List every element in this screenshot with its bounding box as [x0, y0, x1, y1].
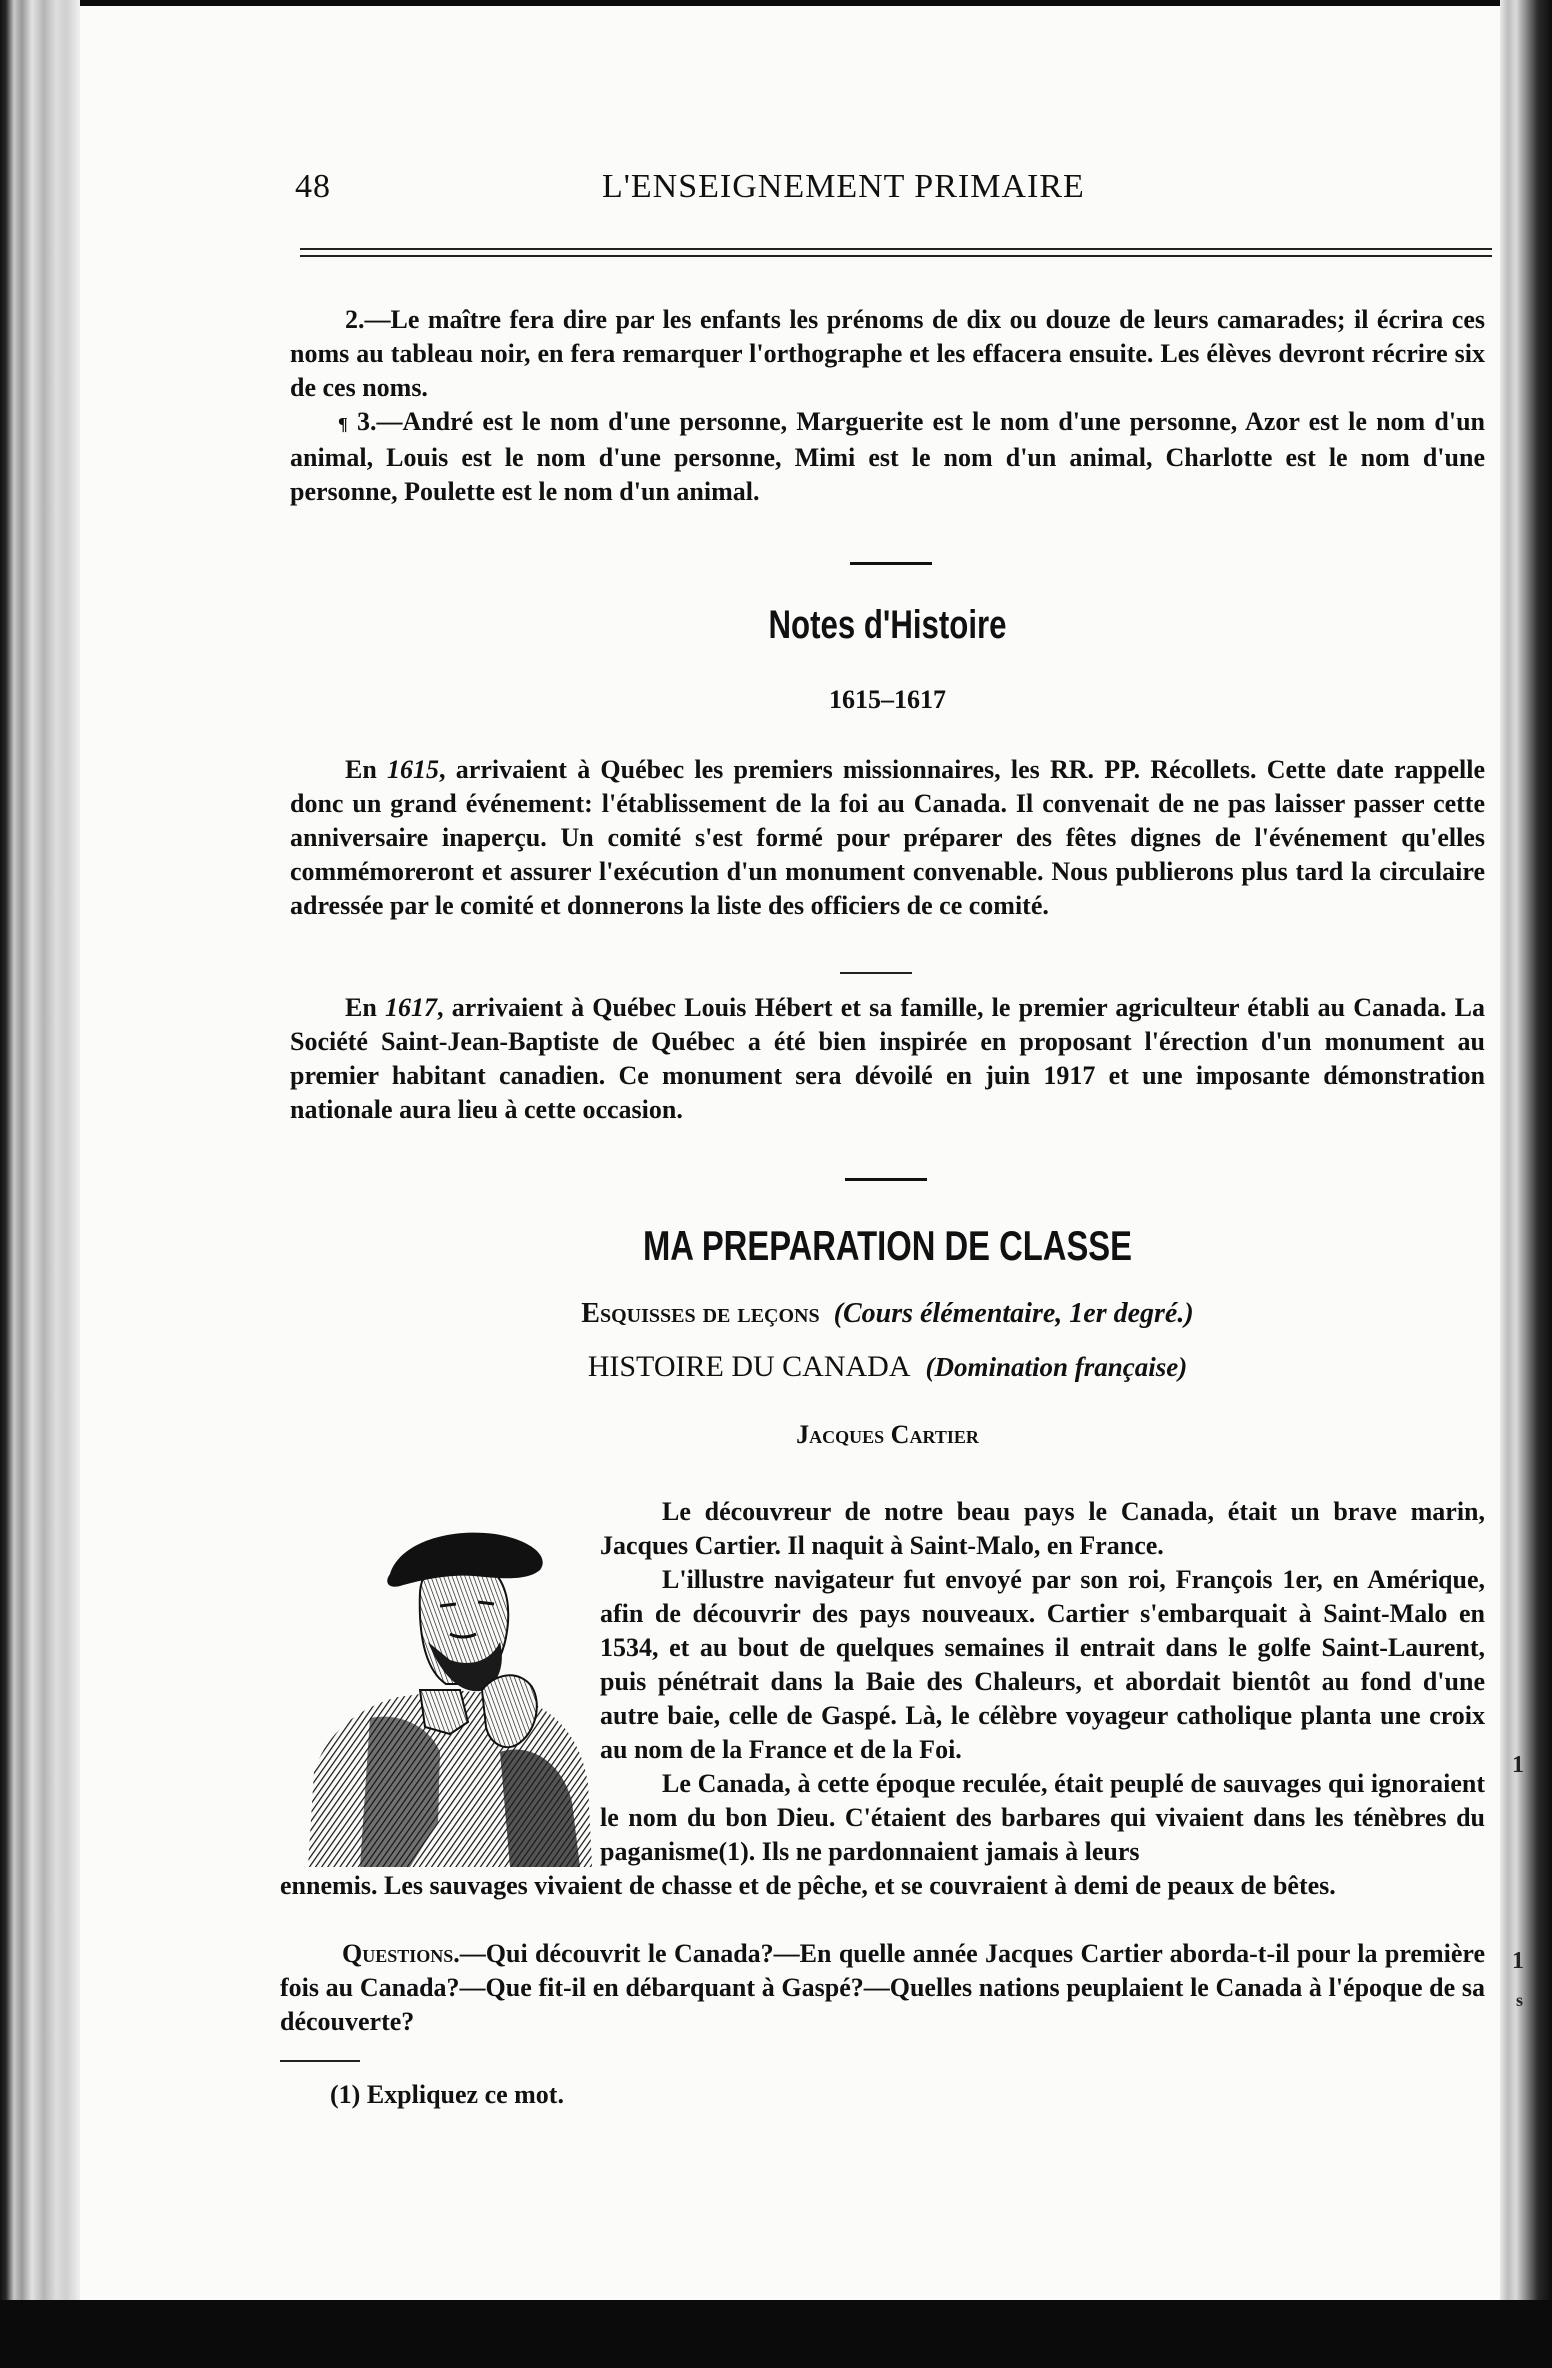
margin-mark: 1	[1512, 1752, 1524, 1778]
jacques-cartier-portrait	[300, 1522, 592, 1867]
exercise-item-2-text: 2.—Le maître fera dire par les enfants les prénoms de dix ou douze de leurs camarades; il écrira ces noms au tableau noir, en fera remarquer l'orthographe et les effacera ensuite. Les élèves devront récrire six de ces noms.	[290, 305, 1485, 402]
footnote-rule	[280, 2060, 360, 2062]
notes-paragraph-1617	[290, 991, 1485, 1127]
cartier-p2-text: L'illustre navigateur fut envoyé par son roi, François 1er, en Amérique, afin de découvrir des pays nouveaux. Cartier s'embarquait à Saint-Malo en 1534, et au bout de quelques semaines il entrait dans le golfe Saint-Laurent, puis pénétrait dans la Baie des Chaleurs, et abordait bientôt au fond d'une autre baie, celle de Gaspé. Là, le célèbre voyageur catholique planta une croix au nom de la France et de la Foi.	[600, 1565, 1485, 1764]
cartier-p3-wrap-text: Le Canada, à cette époque reculée, était peuplé de sauvages qui ignoraient le nom du bon Dieu. C'étaient des barbares qui vivaient dans les ténèbres du paganisme(1). Ils ne pardonnaient jamais à leurs	[600, 1769, 1485, 1866]
running-title: L'ENSEIGNEMENT PRIMAIRE	[602, 168, 1085, 205]
exercise-item-2	[290, 303, 1485, 405]
lesson-title: Jacques Cartier	[796, 1420, 979, 1449]
notes-histoire-title: Notes d'Histoire	[768, 603, 1007, 647]
cartier-paragraph-3	[600, 1767, 1485, 1869]
cartier-paragraph-3-continued	[280, 1869, 1485, 1903]
lesson-subject	[290, 1350, 1485, 1384]
subtitle-smallcaps: Esquisses de leçons	[581, 1298, 820, 1329]
scan-bottom-border	[0, 2300, 1552, 2368]
exercise-item-3	[290, 405, 1485, 509]
cartier-paragraph-2	[600, 1563, 1485, 1767]
subject-italic: (Domination française)	[925, 1352, 1188, 1382]
notes-paragraph-1615	[290, 753, 1485, 923]
notes-histoire-dates: 1615–1617	[829, 685, 946, 714]
header-double-rule	[300, 248, 1492, 257]
cartier-p3-full-text: ennemis. Les sauvages vivaient de chasse et de pêche, et se couvraient à demi de peaux de bêtes.	[280, 1871, 1336, 1900]
p2-lead: En	[345, 993, 385, 1022]
cartier-paragraph-1	[600, 1495, 1485, 1563]
footnote: (1) Expliquez ce mot.	[330, 2080, 564, 2109]
paragraph-divider	[840, 972, 912, 974]
margin-mark: 1	[1512, 1948, 1524, 1974]
exercise-item-3-text: 3.—André est le nom d'une personne, Marguerite est le nom d'une personne, Azor est le nom d'un animal, Louis est le nom d'une personne, Mimi est le nom d'un animal, Charlotte est le nom d'une personne, Poulette est le nom d'un animal.	[290, 407, 1486, 506]
year-1615: 1615	[387, 755, 440, 784]
page-right-edge	[1500, 0, 1552, 2368]
p2-text: , arrivaient à Québec Louis Hébert et sa famille, le premier agriculteur établi au Canada. La Société Saint-Jean-Baptiste de Québec a été bien inspirée en proposant l'érection d'un monument au premier habitant canadien. Ce monument sera dévoilé en juin 1917 et une imposante démonstration nationale aura lieu à cette occasion.	[290, 993, 1485, 1124]
p1-text: , arrivaient à Québec les premiers missionnaires, les RR. PP. Récollets. Cette date rappelle donc un grand événement: l'établissement de la foi au Canada. Il convenait de ne pas laisser passer cette anniversaire inaperçu. Un comité s'est formé pour préparer des fêtes dignes de l'événement qu'elles commémoreront et assurer l'exécution d'un monument convenable. Nous publierons plus tard la circulaire adressée par le comité et donnerons la liste des officiers de ce comité.	[290, 755, 1485, 920]
section-divider	[845, 1178, 927, 1181]
questions-label: Questions.	[342, 1939, 460, 1968]
book-binding-edge	[0, 0, 80, 2368]
questions-paragraph	[280, 1937, 1485, 2039]
questions-text: —Qui découvrit le Canada?—En quelle année Jacques Cartier aborda-t-il pour la première fois au Canada?—Que fit-il en débarquant à Gaspé?—Quelles nations peuplaient le Canada à l'époque de sa découverte?	[280, 1939, 1485, 2036]
preparation-title: MA PREPARATION DE CLASSE	[642, 1222, 1133, 1269]
pilcrow-mark: ¶	[338, 414, 348, 434]
margin-mark: s	[1516, 1990, 1524, 2010]
page-header	[295, 168, 1495, 208]
page-number: 48	[295, 168, 331, 205]
lesson-subtitle	[290, 1298, 1485, 1330]
section-divider	[850, 562, 932, 565]
year-1617: 1617	[385, 993, 437, 1022]
subject-text: HISTOIRE DU CANADA	[587, 1350, 911, 1383]
p1-lead: En	[345, 755, 388, 784]
subtitle-italic: (Cours élémentaire, 1er degré.)	[833, 1298, 1194, 1329]
cartier-p1-text: Le découvreur de notre beau pays le Canada, était un brave marin, Jacques Cartier. Il naquit à Saint-Malo, en France.	[600, 1497, 1485, 1560]
